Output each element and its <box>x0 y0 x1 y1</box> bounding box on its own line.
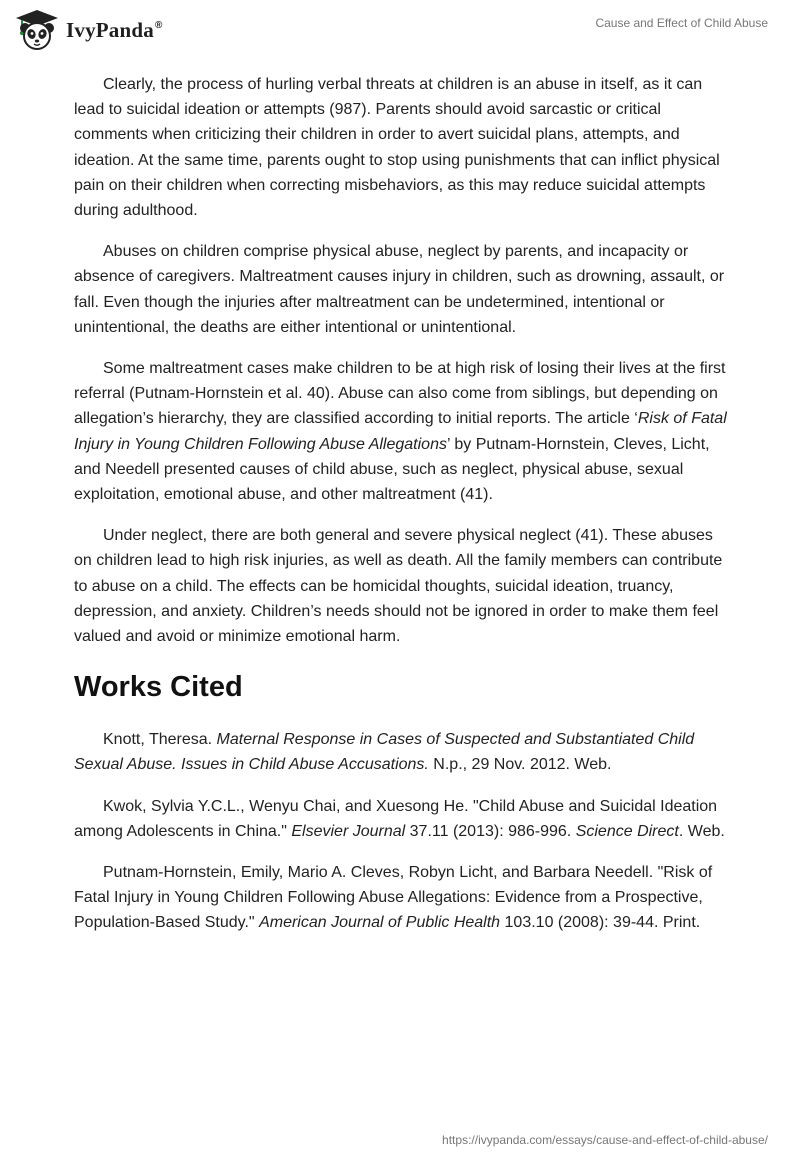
body-paragraph: Some maltreatment cases make children to be at high risk of losing their lives at the first referral (Putnam-Hornstein et al. 40). Abuse can also come from siblings, but depending on allegation’s hierarchy, they are classified according to initial reports. The article ‘Risk of Fatal Injury in Young Children Following Abuse Allegations’ by Putnam-Hornstein, Cleves, Licht, and Needell presented causes of child abuse, such as neglect, physical abuse, sexual exploitation, emotional abuse, and other maltreatment (41). <box>74 360 727 504</box>
logo-text: IvyPanda® <box>66 17 163 42</box>
body-paragraph: Abuses on children comprise physical abuse, neglect by parents, and incapacity or absence of caregivers. Maltreatment causes injury in children, such as drowning, assault, or fall. Even though the injuries after maltreatment can be undetermined, intentional or unintentional, the deaths are either intentional or unintentional. <box>74 243 725 336</box>
works-cited-heading: Works Cited <box>74 671 243 704</box>
citation-entry: Putnam-Hornstein, Emily, Mario A. Cleves, Robyn Licht, and Barbara Needell. "Risk of Fatal Injury in Young Children Following Abuse Allegations: Evidence from a Prospective, Population-Based Study." American Journal of Public Health 103.10 (2008): 39-44. Print. <box>74 864 713 932</box>
source-url-link[interactable]: https://ivypanda.com/essays/cause-and-effect-of-child-abuse/ <box>442 1133 768 1147</box>
page-header <box>0 0 800 60</box>
essay-body <box>74 72 730 952</box>
panda-graduate-icon <box>14 8 60 52</box>
article-title: Risk of Fatal Injury in Young Children Following Abuse Allegations <box>74 410 727 453</box>
citation-entry: Kwok, Sylvia Y.C.L., Wenyu Chai, and Xuesong He. "Child Abuse and Suicidal Ideation among Adolescents in China." Elsevier Journal 37.11 (2013): 986-996. Science Direct. Web. <box>74 797 725 840</box>
citation-entry: Knott, Theresa. Maternal Response in Cases of Suspected and Substantiated Child Sexual Abuse. Issues in Child Abuse Accusations. N.p., 29 Nov. 2012. Web. <box>74 731 695 774</box>
body-paragraph: Clearly, the process of hurling verbal threats at children is an abuse in itself, as it can lead to suicidal ideation or attempts (987). Parents should avoid sarcastic or critical comments when criticizing their children in order to avert suicidal plans, attempts, and ideation. At the same time, parents ought to stop using punishments that can inflict physical pain on their children when correcting misbehaviors, as this may reduce suicidal attempts during adulthood. <box>74 76 720 220</box>
document-title: Cause and Effect of Child Abuse <box>595 16 768 30</box>
ivypanda-logo[interactable] <box>14 8 163 52</box>
body-paragraph: Under neglect, there are both general and severe physical neglect (41). These abuses on children lead to high risk injuries, as well as death. All the family members can contribute to abuse on a child. The effects can be homicidal thoughts, suicidal ideation, truancy, depression, and anxiety. Children’s needs should not be ignored in order to make them feel valued and avoid or minimize emotional harm. <box>74 527 723 646</box>
